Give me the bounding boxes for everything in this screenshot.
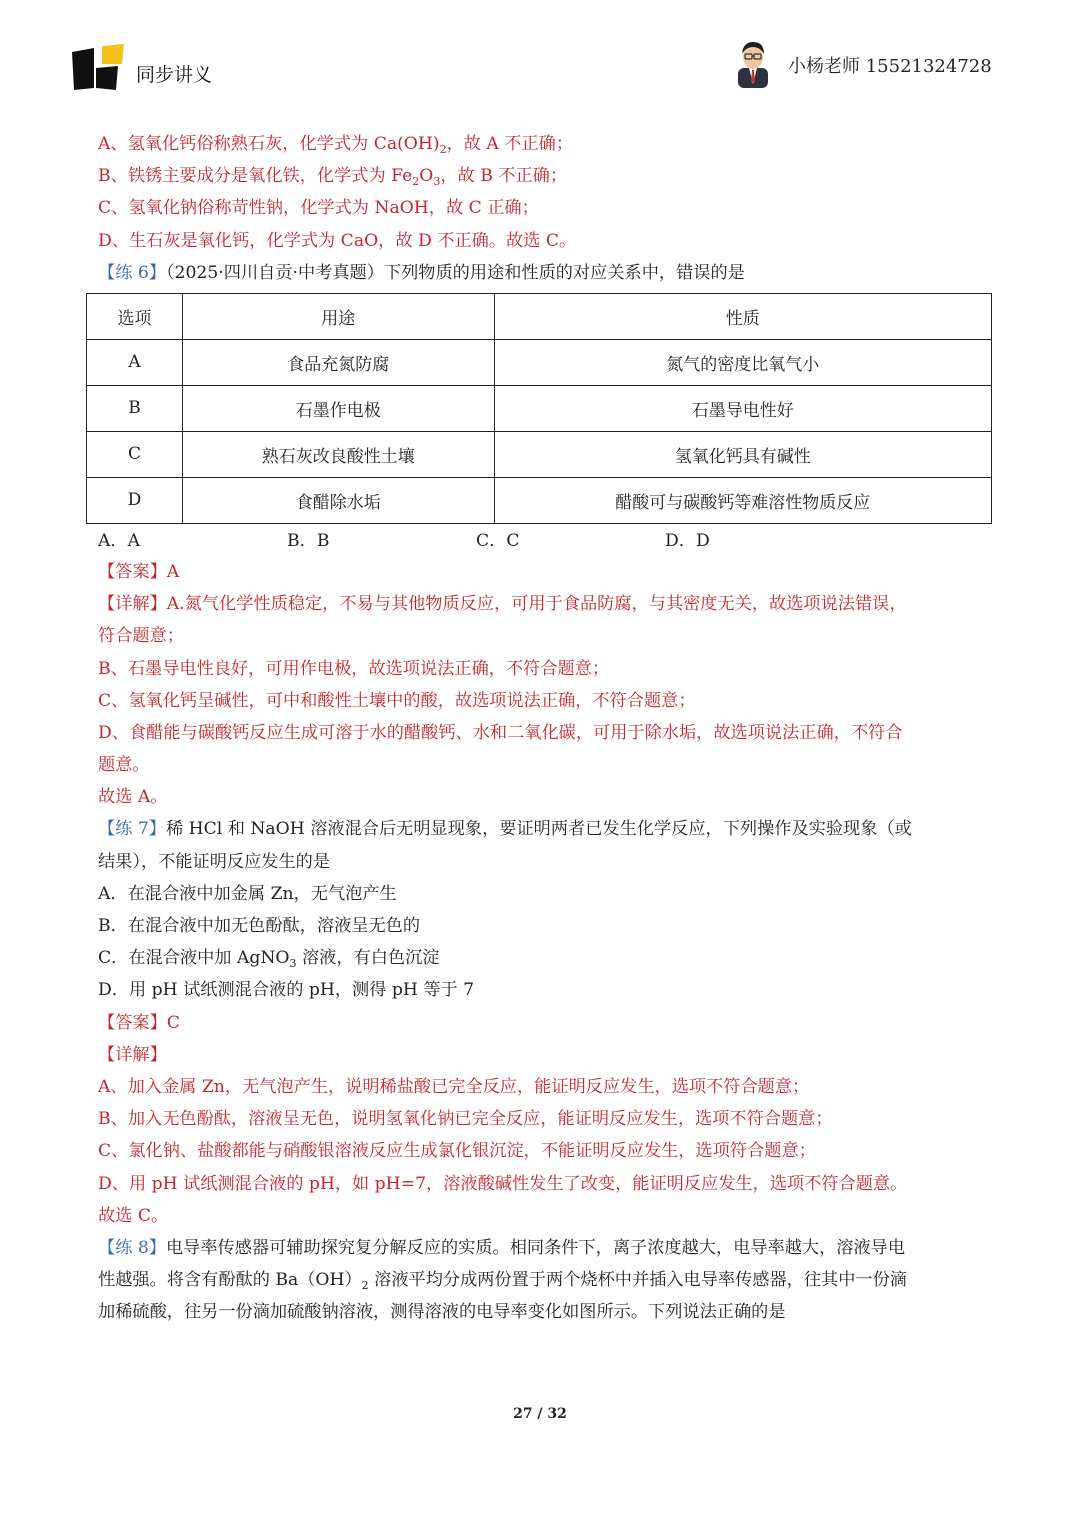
table-header-row bbox=[87, 293, 992, 339]
table-cell: 食品充氮防腐 bbox=[182, 339, 494, 385]
question-7-text: 稀 HCl 和 NaOH 溶液混合后无明显现象，要证明两者已发生化学反应，下列操作及实验现象（或 bbox=[165, 819, 912, 840]
table-cell: 氮气的密度比氧气小 bbox=[494, 339, 991, 385]
question-6-tag: 【练 6】 bbox=[98, 262, 166, 283]
answer-tag: 【答案】 bbox=[98, 561, 167, 582]
brand-title: 同步讲义 bbox=[136, 64, 213, 86]
question-7-detail-tag: 【详解】 bbox=[98, 1044, 167, 1065]
table-cell: 石墨作电极 bbox=[182, 385, 494, 431]
question-8-stem bbox=[98, 1232, 990, 1264]
page-header bbox=[0, 0, 1080, 110]
table-cell: D bbox=[87, 477, 183, 523]
question-7-detail-line: B、加入无色酚酞，溶液呈无色，说明氢氧化钠已完全反应，能证明反应发生，选项不符合题意； bbox=[98, 1109, 833, 1130]
table-row bbox=[87, 339, 992, 385]
question-7-detail-line: C、氯化钠、盐酸都能与硝酸银溶液反应生成氯化银沉淀，不能证明反应发生，选项符合题意； bbox=[98, 1141, 816, 1162]
question-6-detail-line: C、氢氧化钙呈碱性，可中和酸性土壤中的酸，故选项说法正确，不符合题意； bbox=[98, 690, 696, 711]
question-8-text: 电导率传感器可辅助探究复分解反应的实质。相同条件下，离子浓度越大，电导率越大，溶液导电 bbox=[165, 1237, 906, 1258]
question-6-table bbox=[86, 293, 992, 524]
question-7-detail-line: D、用 pH 试纸测混合液的 pH，如 pH=7，溶液酸碱性发生了改变，能证明反应发生，选项不符合题意。 bbox=[98, 1173, 908, 1194]
question-6-text: （2025·四川自贡·中考真题）下列物质的用途和性质的对应关系中，错误的是 bbox=[165, 262, 745, 283]
question-8-stem-cont: 加稀硫酸，往另一份滴加硫酸钠溶液，测得溶液的电导率变化如图所示。下列说法正确的是 bbox=[98, 1302, 786, 1323]
table-header-cell: 用途 bbox=[182, 293, 494, 339]
question-6-detail-line: 符合题意； bbox=[98, 626, 184, 647]
table-cell: C bbox=[87, 431, 183, 477]
table-cell: 石墨导电性好 bbox=[494, 385, 991, 431]
intro-line-c: C、氢氧化钠俗称苛性钠，化学式为 NaOH，故 C 正确； bbox=[98, 198, 539, 219]
choice-a: A．A bbox=[98, 530, 141, 551]
table-cell: 氢氧化钙具有碱性 bbox=[494, 431, 991, 477]
page-number: 27 / 32 bbox=[513, 1406, 567, 1422]
question-7-stem bbox=[98, 813, 990, 845]
intro-line-a: A、氢氧化钙俗称熟石灰，化学式为 $Ca(OH)_2$，故 A 不正确； bbox=[98, 134, 574, 156]
answer-tag: 【答案】 bbox=[98, 1012, 167, 1033]
question-7-detail-line: 故选 C。 bbox=[98, 1205, 169, 1226]
teacher-contact: 小杨老师 15521324728 bbox=[788, 56, 992, 77]
detail-tag: 【详解】 bbox=[98, 594, 167, 615]
answer-value: A bbox=[166, 561, 180, 582]
intro-line-b: B、铁锈主要成分是氧化铁，化学式为 $Fe_2O_3$，故 B 不正确； bbox=[98, 166, 568, 189]
question-8-stem-cont: 性越强。将含有酚酞的 $Ba(OH)_2$ 溶液平均分成两份置于两个烧杯中并插入电导率传感器，往其中一份滴 bbox=[98, 1270, 907, 1293]
table-row bbox=[87, 431, 992, 477]
question-6-choices bbox=[98, 526, 990, 556]
question-7-tag: 【练 7】 bbox=[98, 819, 166, 840]
choice-d: D．D bbox=[665, 530, 710, 551]
question-7-option-a: A．在混合液中加金属 Zn，无气泡产生 bbox=[98, 883, 397, 904]
question-7-stem-cont: 结果），不能证明反应发生的是 bbox=[98, 851, 331, 872]
question-7-answer bbox=[98, 1007, 990, 1039]
question-6-answer bbox=[98, 556, 990, 588]
page-body bbox=[98, 128, 990, 1328]
intro-line-d: D、生石灰是氧化钙，化学式为 CaO，故 D 不正确。故选 C。 bbox=[98, 230, 577, 251]
question-6-stem bbox=[98, 257, 990, 289]
detail-text: A.氮气化学性质稳定，不易与其他物质反应，可用于食品防腐，与其密度无关，故选项说法错误， bbox=[166, 594, 907, 615]
question-7-detail-line: A、加入金属 Zn，无气泡产生，说明稀盐酸已完全反应，能证明反应发生，选项不符合题意； bbox=[98, 1076, 810, 1097]
question-6-detail-line bbox=[98, 588, 990, 620]
question-7-option-b: B．在混合液中加无色酚酞，溶液呈无色的 bbox=[98, 916, 421, 936]
brand-logo-icon bbox=[70, 44, 130, 96]
question-6-detail-line: 故选 A。 bbox=[98, 787, 168, 808]
question-7-option-c: C．在混合液中加 AgNO$_3$ 溶液，有白色沉淀 bbox=[98, 948, 440, 971]
question-8-tag: 【练 8】 bbox=[98, 1237, 166, 1258]
table-cell: B bbox=[87, 385, 183, 431]
table-cell: 醋酸可与碳酸钙等难溶性物质反应 bbox=[494, 477, 991, 523]
answer-value: C bbox=[166, 1012, 180, 1033]
table-header-cell: 性质 bbox=[494, 293, 991, 339]
question-6-detail-line: 题意。 bbox=[98, 755, 150, 776]
table-row bbox=[87, 385, 992, 431]
table-cell: 熟石灰改良酸性土壤 bbox=[182, 431, 494, 477]
table-header-cell: 选项 bbox=[87, 293, 183, 339]
question-6-detail-line: D、食醋能与碳酸钙反应生成可溶于水的醋酸钙、水和二氧化碳，可用于除水垢，故选项说法正确，不符合 bbox=[98, 722, 903, 743]
table-cell: 食醋除水垢 bbox=[182, 477, 494, 523]
choice-c: C．C bbox=[476, 530, 520, 551]
choice-b: B．B bbox=[287, 530, 330, 551]
table-row bbox=[87, 477, 992, 523]
teacher-avatar bbox=[730, 38, 776, 88]
question-6-detail-line: B、石墨导电性良好，可用作电极，故选项说法正确，不符合题意； bbox=[98, 658, 610, 679]
table-cell: A bbox=[87, 339, 183, 385]
question-7-option-d: D．用 pH 试纸测混合液的 pH，测得 pH 等于 7 bbox=[98, 980, 475, 1001]
